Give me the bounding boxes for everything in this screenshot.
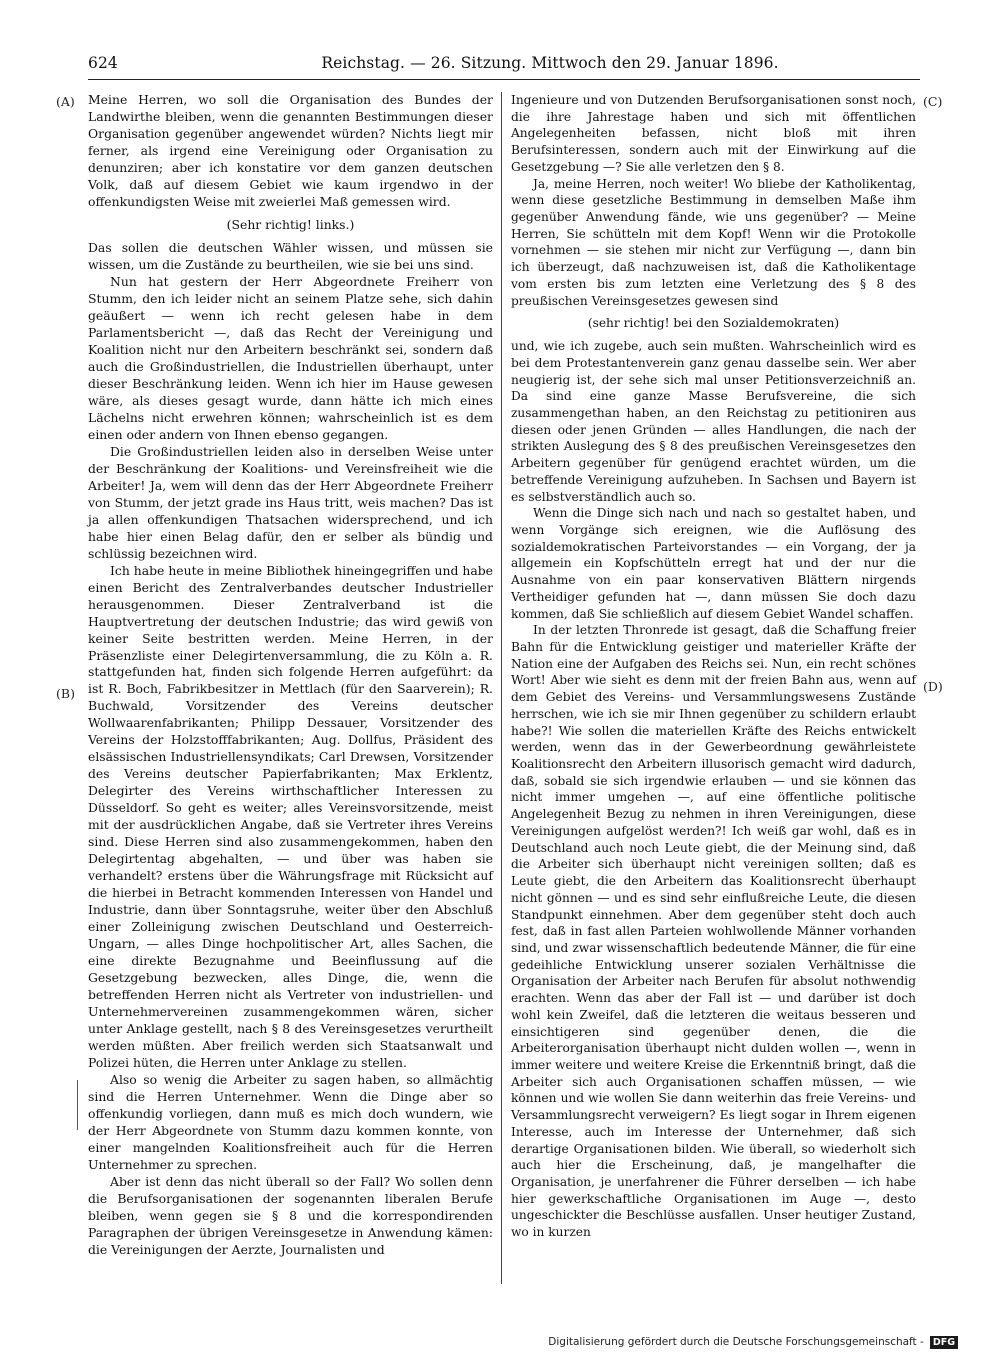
margin-line-marker: [77, 1080, 78, 1130]
funding-note: Digitalisierung gefördert durch die Deutsche Forschungsgemeinschaft -: [548, 1336, 924, 1348]
paragraph: Aber ist denn das nicht überall so der Fall? Wo sollen denn die Berufsorganisationen der sogenannten liberalen Berufe bleiben, wenn gegen sie § 8 und die korrespondirenden Paragraphen der übrigen Vereinsgesetze in Anwendung kämen: die Vereinigungen der Aerzte, Journalisten und: [88, 1174, 493, 1257]
paragraph: Ich habe heute in meine Bibliothek hineingegriffen und habe einen Bericht des Zentralverbandes deutscher Industrieller herausgenommen. Dieser Zentralverband ist die Hauptvertretung der deutschen Industrie; das wird gewiß von keiner Seite bestritten werden. Meine Herren, in der Präsenzliste einer Delegirtenversammlung, die zu Köln a. R. stattgefunden hat, finden sich folgende Herren aufgeführt: da ist R. Boch, Fabrikbesitzer in Mettlach (für den Saarverein); R. Buchwald, Vorsitzender des Vereins deutscher Wollwaarenfabrikanten; Philipp Dessauer, Vorsitzender des Vereins der Holzstofffabrikanten; Aug. Dollfus, Präsident des elsässischen Industriellensyndikats; Carl Drewsen, Vorsitzender des Vereins deutscher Papierfabrikanten; Max Erklentz, Delegirter des Vereins wirthschaftlicher Interessen zu Düsseldorf. So geht es weiter; alles Vereinsvorsitzende, meist mit der ausdrücklichen Angabe, daß sie Vertreter ihres Vereins sind. Diese Herren sind also zusammengekommen, haben den Delegirtentag abgehalten, — und über was haben sie verhandelt? erstens über die Währungsfrage mit Rücksicht auf die hierbei in Betracht kommenden Interessen von Handel und Industrie, dann über Sonntagsruhe, weiter über den Abschluß einer Zolleinigung zwischen Deutschland und Oesterreich-Ungarn, — alles Dinge hochpolitischer Art, alles Sachen, die eine direkte Bezugnahme und Beeinflussung auf die Gesetzgebung bezwecken, alles Dinge, die, wenn die betreffenden Herren nicht als Vertreter von industriellen- und Unternehmervereinen zusammengekommen wären, sicher unter Anklage gestellt, nach § 8 des Vereinsgesetzes verurtheilt werden müßten. Aber freilich werden sich Staatsanwalt und Polizei hüten, die Herren unter Anklage zu stellen.: [88, 562, 493, 1071]
paragraph: Das sollen die deutschen Wähler wissen, und müssen sie wissen, um die Zustände zu beurtheilen, wie sie bei uns sind.: [88, 239, 493, 272]
paragraph: Ja, meine Herren, noch weiter! Wo bliebe der Katholikentag, wenn diese gesetzliche Bestimmung in demselben Maße ihm gegenüber Anwendung fände, wie uns gegenüber? — Meine Herren, Sie schütteln mit dem Kopf! Wenn wir die Protokolle vornehmen — sie stehen mir nicht zur Verfügung —, dann bin ich überzeugt, daß nachzuweisen ist, daß die Katholikentage vom ersten bis zum letzten eine Verletzung des § 8 des preußischen Vereinsgesetzes gewesen sind: [511, 176, 916, 308]
margin-mark-a: (A): [56, 94, 75, 109]
digitization-footer: [548, 1334, 958, 1350]
paragraph: In der letzten Thronrede ist gesagt, daß die Schaffung freier Bahn für die Entwicklung geistiger und materieller Kräfte der Nation eine der Aufgaben des Reichs sei. Nun, ein recht schönes Wort! Aber wie sieht es denn mit der freien Bahn aus, wenn auf dem Gebiet des Vereins- und Versammlungswesens Zustände herrschen, wie ich sie mir Ihnen gegenüber zu schildern erlaubt habe?! Wie sollen die materiellen Kräfte des Reichs entwickelt werden, wenn das in der Gewerbeordnung gewährleistete Koalitionsrecht den Arbeitern illusorisch gemacht wird dadurch, daß, sobald sie sich irgendwie erlauben — und sie können das nicht immer umgehen —, auf eine öffentliche politische Angelegenheit Bezug zu nehmen in ihren Vereinigungen, diese Vereinigungen aufgelöst werden?! Ich weiß gar wohl, daß es in Deutschland auch noch Leute giebt, die der Meinung sind, daß die Arbeiter sich überhaupt nicht vereinigen sollten; daß es Leute giebt, die den Arbeitern das Koalitionsrecht überhaupt nicht gönnen — und es sind sehr einflußreiche Leute, die diesen Standpunkt einnehmen. Aber dem gegenüber steht doch auch fest, daß in fast allen Parteien wohlwollende Männer vorhanden sind, und zwar wissenschaftlich bedeutende Männer, die für eine gedeihliche Entwicklung unserer sozialen Verhältnisse die Organisation der Arbeiter nach Berufen für absolut nothwendig erachten. Wenn das aber der Fall ist — und darüber ist doch wohl kein Zweifel, daß die letzteren die weitaus besseren und einsichtigeren sind gegenüber denen, die die Arbeiterorganisation überhaupt nicht dulden wollen —, wenn in immer weitere und weitere Kreise die Erkenntniß bringt, daß die Arbeiter sich auch Organisationen schaffen müssen, — wie können und wie wollen Sie dann weiterhin das freie Vereins- und Versammlungsrecht verweigern? Es liegt sogar in Ihrem eigenen Interesse, auch im Interesse der Unternehmer, daß sich derartige Organisationen bilden. Wie überall, so wiederholt sich auch hier die Erscheinung, daß, je mangelhafter die Organisation, je unerfahrener die Führer derselben — ich habe hier gewerkschaftliche Organisationen im Auge —, desto ungeschickter die Beschlüsse ausfallen. Unser heutiger Zustand, wo in kurzen: [511, 623, 916, 1240]
column-divider: [501, 92, 502, 1284]
paragraph: Nun hat gestern der Herr Abgeordnete Freiherr von Stumm, den ich leider nicht an seinem Platze sehe, sich dahin geäußert — wenn ich recht gelesen habe in dem Parlamentsbericht —, daß das Recht der Vereinigung und Koalition nicht nur den Arbeitern beschränkt sei, sondern daß auch die Großindustriellen, die Industriellen überhaupt, unter dieser Beschränkung leiden. Wenn ich hier im Hause gewesen wäre, als dieses gesagt wurde, dann hätte ich mich eines Lächelns nicht erwehren können; wahrscheinlich ist es dem einen oder andern von Ihnen ebenso gegangen.: [88, 273, 493, 442]
interjection: (Sehr richtig! links.): [226, 216, 355, 232]
right-column: [511, 92, 916, 1241]
paragraph: und, wie ich zugebe, auch sein mußten. Wahrscheinlich wird es bei dem Protestantenverein ganz genau dasselbe sein. Wer aber neugierig ist, der sehe sich mal unser Petitionsverzeichniß an. Da sind eine ganze Masse Berufsvereine, die sich zusammengethan haben, an den Reichstag zu petitioniren aus diesen oder jenen Gründen — alles Handlungen, die nach der strikten Auslegung des § 8 des preußischen Vereinsgesetzes den Arbeitern gegenüber für genügend erachtet würden, um die betreffende Vereinigung aufzuheben. In Sachsen und Bayern ist es selbstverständlich auch so.: [511, 339, 916, 504]
paragraph: Meine Herren, wo soll die Organisation des Bundes der Landwirthe bleiben, wenn die genannten Bestimmungen dieser Organisation gegenüber angewendet würden? Nichts liegt mir ferner, als irgend eine Vereinigung oder Organisation zu denunziren; aber ich konstatire vor dem ganzen deutschen Volk, daß auf diesem Gebiet wie kaum irgendwo in der offenkundigsten Weise mit zweierlei Maß gemessen wird.: [88, 92, 493, 209]
paragraph: Also so wenig die Arbeiter zu sagen haben, so allmächtig sind die Herren Unternehmer. Wenn die Dinge aber so offenkundig vorliegen, dann muß es mich doch wundern, wie der Herr Abgeordnete von Stumm dazu kommen konnte, von einer mangelnden Koalitionsfreiheit auch für die Herren Unternehmer zu sprechen.: [88, 1072, 493, 1173]
left-column: [88, 92, 493, 1259]
paragraph: Ingenieure und von Dutzenden Berufsorganisationen sonst noch, die ihre Jahrestage haben und sich mit öffentlichen Angelegenheiten befassen, nicht bloß mit ihren Berufsinteressen, sondern auch mit der Einwirkung auf die Gesetzgebung —? Sie alle verletzen den § 8.: [511, 93, 916, 174]
interjection: (sehr richtig! bei den Sozialdemokraten): [587, 316, 840, 331]
margin-mark-d: (D): [923, 679, 943, 694]
header-rule: [88, 79, 920, 80]
paragraph: Die Großindustriellen leiden also in derselben Weise unter der Beschränkung der Koalitions- und Vereinsfreiheit wie die Arbeiter! Ja, wem will denn das der Herr Abgeordnete Freiherr von Stumm, der jetzt grade ins Haus tritt, weis machen? Das ist ja allen offenkundigen Thatsachen widersprechend, und ich habe hier einen Belag dafür, den er selber als bündig und schlüssig bezeichnen wird.: [88, 443, 493, 561]
page-header: [88, 54, 918, 76]
margin-mark-b: (B): [56, 686, 75, 701]
dfg-logo: DFG: [930, 1336, 958, 1349]
margin-mark-c: (C): [923, 94, 943, 109]
page-number: 624: [88, 54, 118, 72]
paragraph: Wenn die Dinge sich nach und nach so gestaltet haben, und wenn Vorgänge sich ereignen, wie die Auflösung des sozialdemokratischen Parteivorstandes — ein Vorgang, der ja allgemein ein Kopfschütteln erregt hat und der nur die Ausnahme von ein paar konservativen Blättern nirgends Vertheidiger gefunden hat —, dann müssen Sie doch dazu kommen, daß Sie schließlich auf diesem Gebiet Wandel schaffen.: [511, 506, 916, 621]
running-title: Reichstag. — 26. Sitzung. Mittwoch den 29. Januar 1896.: [321, 54, 779, 72]
